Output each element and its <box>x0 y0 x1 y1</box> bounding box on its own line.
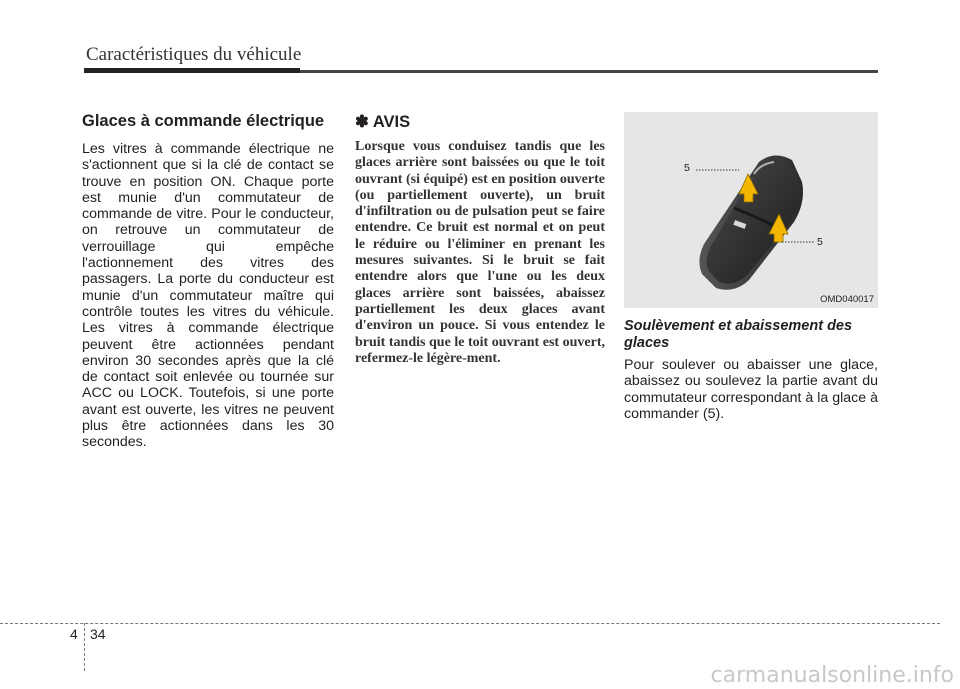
header-title: Caractéristiques du véhicule <box>86 44 302 65</box>
notice-title <box>355 112 605 132</box>
window-switch-illustration <box>624 112 878 308</box>
notice-title-text: AVIS <box>372 113 411 131</box>
left-column <box>82 112 334 451</box>
notice-box <box>355 112 605 367</box>
header-rule-accent <box>84 68 300 73</box>
window-switch-figure <box>624 112 878 308</box>
figure-code: OMD040017 <box>820 294 874 305</box>
body-paragraph: Les vitres à commande électrique ne s'actionnent que si la clé de contact se trouve en position ON. Chaque porte est munie d'un commutateur de commande de vitre. Pour le conducteur, on retrouve un commutateur de verrouillage qui empêche l'actionnement des vitres des passagers. La porte du conducteur est munie d'un commutateur maître qui contrôle toutes les vitres du véhicule. Les vitres à commande électrique peuvent être actionnées pendant environ 30 secondes après que la clé de contact soit enlevée ou tournée sur ACC ou LOCK. Toutefois, si une porte avant est ouverte, les vitres ne peuvent plus être actionnées dans les 30 secondes. <box>82 141 334 451</box>
right-column <box>624 112 878 422</box>
subheading: Soulèvement et abaissement des glaces <box>624 318 853 351</box>
page-number: 34 <box>90 626 106 642</box>
callout-bottom: 5 <box>817 236 823 248</box>
watermark: carmanualsonline.info <box>710 663 954 688</box>
notice-text: Lorsque vous conduisez tandis que les glaces arrière sont baissées ou que le toit ouvrant (si équipé) est en position ouverte (ou partiellement ouverte), un bruit d'infiltration ou de pulsation peut se faire entendre. Ce bruit est normal et on peut le réduire ou l'éliminer en prenant les mesures suivantes. Si le bruit se fait entendre alors que l'une ou les deux glaces arrière sont baissées, abaissez partiellement les deux glaces avant d'environ un pouce. Si vous entendez le bruit tandis que le toit ouvrant est ouvert, refermez-le légère-ment. <box>355 139 605 366</box>
right-paragraph: Pour soulever ou abaisser une glace, abaissez ou soulevez la partie avant du commutateur correspondant à la glace à commander (5). <box>624 357 878 422</box>
footer-rule <box>0 623 940 624</box>
notice-star-icon: ✽ <box>355 113 369 131</box>
callout-top: 5 <box>684 162 690 174</box>
chapter-number: 4 <box>70 626 78 642</box>
section-heading: Glaces à commande électrique <box>82 112 325 130</box>
footer-divider <box>84 623 85 671</box>
